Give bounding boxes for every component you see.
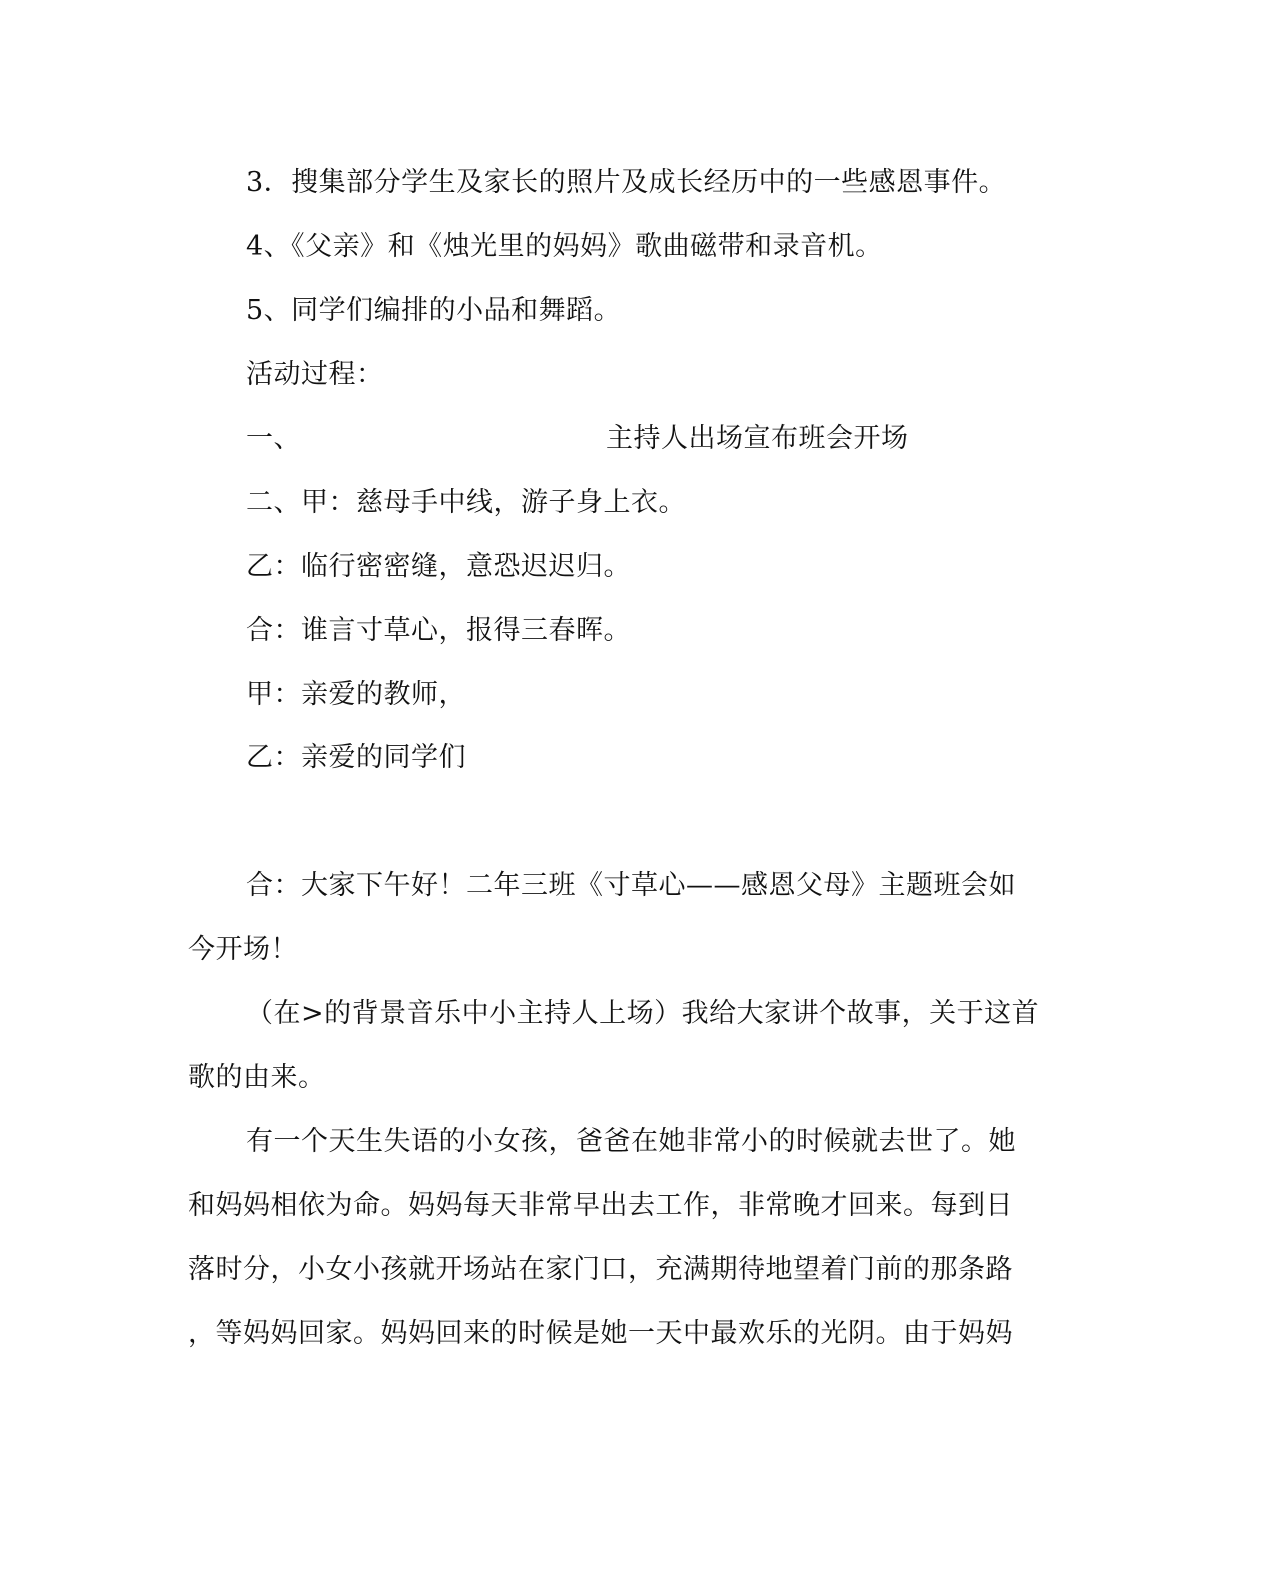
- paragraph-line: 和妈妈相依为命。妈妈每天非常早出去工作，非常晚才回来。每到日: [188, 1190, 1013, 1221]
- dialogue-line: 二、甲：慈母手中线，游子身上衣。: [246, 487, 686, 518]
- paragraph-line: 落时分，小女小孩就开场站在家门口，充满期待地望着门前的那条路: [188, 1254, 1013, 1285]
- paragraph-line: 今开场！: [188, 934, 298, 965]
- dialogue-line: 甲：亲爱的教师，: [246, 679, 466, 710]
- prep-item-5: 5、同学们编排的小品和舞蹈。: [246, 295, 622, 326]
- step-one-text: 主持人出场宣布班会开场: [606, 423, 909, 454]
- dialogue-line: 乙：临行密密缝，意恐迟迟归。: [246, 551, 631, 582]
- paragraph-line: ，等妈妈回家。妈妈回来的时候是她一天中最欢乐的光阴。由于妈妈: [188, 1318, 1013, 1349]
- section-heading-process: 活动过程：: [246, 359, 384, 390]
- dialogue-line: 乙：亲爱的同学们: [246, 742, 466, 773]
- dialogue-line: 合：谁言寸草心，报得三春晖。: [246, 615, 631, 646]
- paragraph-line: 歌的由来。: [188, 1062, 326, 1093]
- paragraph-line: （在>的背景音乐中小主持人上场）我给大家讲个故事，关于这首: [246, 998, 1040, 1029]
- paragraph-line: 有一个天生失语的小女孩，爸爸在她非常小的时候就去世了。她: [246, 1126, 1016, 1157]
- prep-item-3: 3．搜集部分学生及家长的照片及成长经历中的一些感恩事件。: [246, 167, 1007, 198]
- step-one-number: 一、: [246, 423, 301, 454]
- prep-item-4: 4、《父亲》和《烛光里的妈妈》歌曲磁带和录音机。: [246, 231, 883, 262]
- paragraph-line: 合：大家下午好！二年三班《寸草心——感恩父母》主题班会如: [246, 870, 1016, 901]
